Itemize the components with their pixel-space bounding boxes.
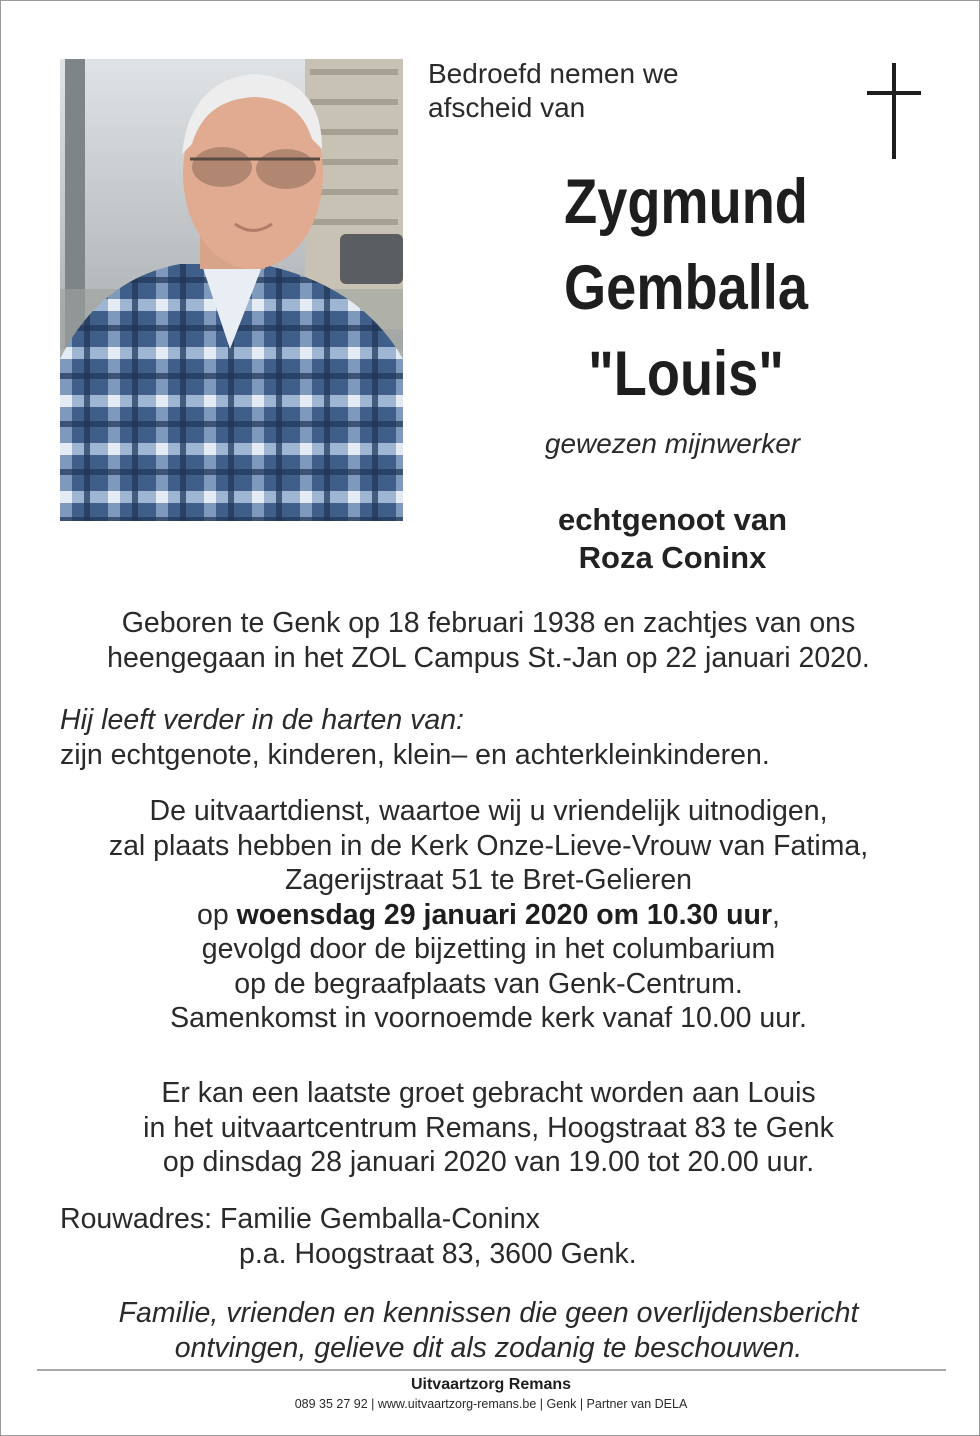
cross-icon [863, 61, 925, 161]
footer-divider [37, 1369, 946, 1371]
ceremony-date-line [41, 898, 936, 933]
ceremony-line-1: De uitvaartdienst, waartoe wij u vriendelijk uitnodigen, [149, 795, 828, 827]
footer-contact-info: 089 35 27 92 | www.uitvaartzorg-remans.be | Genk | Partner van DELA [294, 1397, 688, 1411]
ceremony-date-prefix: op [197, 898, 237, 931]
intro-line-2: afscheid van [428, 92, 586, 123]
ceremony-line-7: Samenkomst in voornoemde kerk vanaf 10.00 uur. [170, 1002, 807, 1034]
occupation: gewezen mijnwerker [544, 428, 801, 459]
address-line-2: p.a. Hoogstraat 83, 3600 Genk. [239, 1237, 637, 1270]
farewell-line-2: in het uitvaartcentrum Remans, Hoogstraat 83 te Genk [143, 1111, 834, 1144]
birth-line-2: heengegaan in het ZOL Campus St.-Jan op 22 januari 2020. [107, 641, 870, 674]
notice-line-1: Familie, vrienden en kennissen die geen overlijdensbericht [118, 1297, 859, 1329]
portrait-photo [60, 59, 403, 521]
mourning-address [60, 1202, 860, 1271]
ceremony-line-3: Zagerijstraat 51 te Bret-Gelieren [284, 864, 693, 896]
survivors-heading: Hij leeft verder in de harten van: [60, 704, 464, 736]
ceremony-paragraph [41, 794, 936, 1036]
spouse-block [471, 501, 874, 577]
ceremony-date: woensdag 29 januari 2020 om 10.30 uur [236, 898, 773, 931]
farewell-line-3: op dinsdag 28 januari 2020 van 19.00 tot 20.00 uur. [162, 1146, 815, 1178]
farewell-line-1: Er kan een laatste groet gebracht worden aan Louis [161, 1077, 816, 1109]
ceremony-line-2: zal plaats hebben in de Kerk Onze-Lieve-Vrouw van Fatima, [108, 829, 869, 862]
ceremony-date-suffix: , [772, 898, 780, 931]
spouse-name: Roza Coninx [578, 540, 767, 575]
notice-paragraph [41, 1296, 936, 1365]
survivors-paragraph [60, 703, 940, 772]
intro-text [428, 57, 758, 125]
deceased-name [501, 159, 871, 417]
address-line-1: Rouwadres: Familie Gemballa-Coninx [60, 1203, 540, 1235]
last-name: Gemballa [564, 253, 808, 323]
intro-line-1: Bedroefd nemen we [428, 58, 679, 89]
first-name: Zygmund [564, 167, 808, 237]
ceremony-line-6: op de begraafplaats van Genk-Centrum. [234, 967, 743, 1000]
birth-paragraph [41, 606, 936, 675]
spouse-prefix: echtgenoot van [557, 502, 788, 537]
footer-company: Uitvaartzorg Remans [410, 1376, 572, 1393]
nickname: "Louis" [588, 339, 784, 409]
notice-line-2: ontvingen, gelieve dit als zodanig te beschouwen. [174, 1331, 803, 1364]
survivors-list: zijn echtgenote, kinderen, klein– en achterkleinkinderen. [60, 738, 770, 771]
farewell-paragraph [41, 1076, 936, 1180]
birth-line-1: Geboren te Genk op 18 februari 1938 en zachtjes van ons [121, 607, 856, 639]
ceremony-line-5: gevolgd door de bijzetting in het columbarium [201, 933, 776, 965]
